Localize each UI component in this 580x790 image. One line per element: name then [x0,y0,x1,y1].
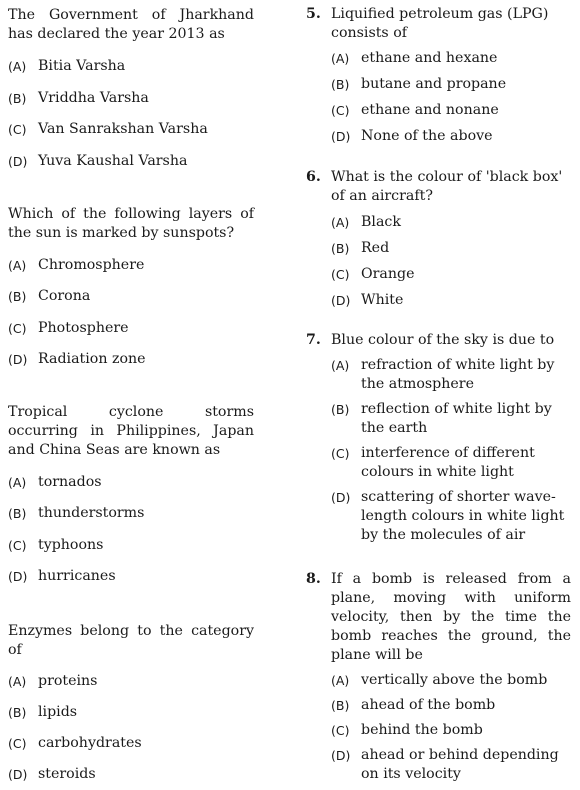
option-text: ahead or behind depending on its velocity [361,747,559,782]
option-label: (C) [8,122,27,137]
option-label: (B) [8,506,27,521]
option-b [8,504,248,523]
option-text: Corona [38,288,91,304]
option-text: hurricanes [38,568,116,584]
option-d [331,488,576,545]
option-label: (D) [331,293,351,308]
option-label: (D) [8,154,28,169]
option-label: (D) [331,748,351,763]
question-5 [306,5,576,146]
option-text: lipids [38,704,78,720]
option-label: (C) [8,736,27,751]
option-label: (C) [331,267,350,282]
option-c [8,734,248,753]
option-label: (D) [331,129,351,144]
option-text: interference of different colours in white light [361,445,535,480]
option-label: (A) [331,51,350,66]
option-label: (B) [331,402,350,417]
option-a [331,213,576,232]
question-number: 7. [306,332,321,348]
option-text: proteins [38,673,98,689]
option-label: (A) [8,258,27,273]
option-text: Orange [361,266,415,282]
option-text: refraction of white light by the atmosphere [361,357,555,392]
option-c [331,265,576,284]
question-8 [306,570,576,784]
option-text: steroids [38,766,96,782]
option-a [8,672,248,691]
option-b [8,89,248,108]
option-b [8,703,248,722]
option-a [331,49,576,68]
option-c [8,319,248,338]
question-stem: Liquified petroleum gas (LPG) consists of [331,6,549,41]
option-text: ethane and hexane [361,50,498,66]
option-label: (D) [331,490,351,505]
question-number: 8. [306,571,321,587]
question-block [8,205,254,243]
option-list [306,49,576,146]
option-list [306,671,576,784]
option-b [331,75,576,94]
option-text: carbohydrates [38,735,142,751]
question-stem: Which of the following layers of the sun is marked by sunspots? [8,206,254,241]
option-b [8,287,248,306]
option-label: (B) [331,241,350,256]
option-text: reflection of white light by the earth [361,401,552,436]
option-c [8,120,248,139]
option-text: Chromosphere [38,257,145,273]
option-label: (D) [8,569,28,584]
option-text: thunderstorms [38,505,145,521]
option-a [8,473,248,492]
option-a [8,57,248,76]
option-text: Vriddha Varsha [38,90,149,106]
question-7 [306,331,576,545]
option-text: tornados [38,474,102,490]
option-label: (C) [331,103,350,118]
option-label: (C) [8,538,27,553]
question-stem: If a bomb is released from a plane, moving with uniform velocity, then by the time the bomb reaches the ground, the plane will be [331,571,571,663]
option-label: (C) [8,321,27,336]
option-label: (D) [8,352,28,367]
option-label: (C) [331,723,350,738]
question-number: 5. [306,6,321,22]
option-label: (B) [8,705,27,720]
option-text: Radiation zone [38,351,146,367]
option-d [331,746,576,784]
option-text: Red [361,240,390,256]
question-block [8,6,254,44]
question-stem: Blue colour of the sky is due to [331,332,555,348]
option-label: (B) [331,698,350,713]
option-label: (A) [331,358,350,373]
option-d [8,567,248,586]
question-block [8,622,254,660]
option-text: behind the bomb [361,722,483,738]
question-stem: The Government of Jharkhand has declared the year 2013 as [8,7,254,42]
option-text: Yuva Kaushal Varsha [38,153,188,169]
question-block [8,403,254,460]
option-text: vertically above the bomb [361,672,548,688]
option-d [8,350,248,369]
option-a [331,356,576,394]
option-text: Photosphere [38,320,129,336]
option-c [331,444,576,482]
option-text: Van Sanrakshan Varsha [38,121,208,137]
option-label: (A) [8,475,27,490]
option-label: (A) [8,674,27,689]
option-d [8,765,248,784]
option-label: (B) [8,289,27,304]
question-number: 6. [306,169,321,185]
option-list [306,213,576,310]
question-stem: Tropical cyclone storms occurring in Philippines, Japan and China Seas are known as [8,404,254,458]
option-list [306,356,576,545]
option-text: White [361,292,404,308]
option-label: (B) [8,91,27,106]
option-text: Bitia Varsha [38,58,126,74]
option-c [331,721,576,740]
option-d [8,152,248,171]
option-text: ahead of the bomb [361,697,496,713]
option-c [8,536,248,555]
option-label: (D) [8,767,28,782]
option-label: (C) [331,446,350,461]
question-6 [306,168,576,310]
question-stem: Enzymes belong to the category of [8,623,254,658]
option-b [331,696,576,715]
option-d [331,127,576,146]
option-a [8,256,248,275]
option-label: (A) [8,59,27,74]
option-label: (B) [331,77,350,92]
option-text: butane and propane [361,76,507,92]
option-c [331,101,576,120]
option-d [331,291,576,310]
option-a [331,671,576,690]
option-text: scattering of shorter wave-length colours in white light by the molecules of air [361,489,565,543]
option-label: (A) [331,215,350,230]
option-text: ethane and nonane [361,102,499,118]
option-text: typhoons [38,537,104,553]
option-text: Black [361,214,401,230]
option-b [331,400,576,438]
option-text: None of the above [361,128,493,144]
option-b [331,239,576,258]
option-label: (A) [331,673,350,688]
question-stem: What is the colour of 'black box' of an aircraft? [331,169,563,204]
